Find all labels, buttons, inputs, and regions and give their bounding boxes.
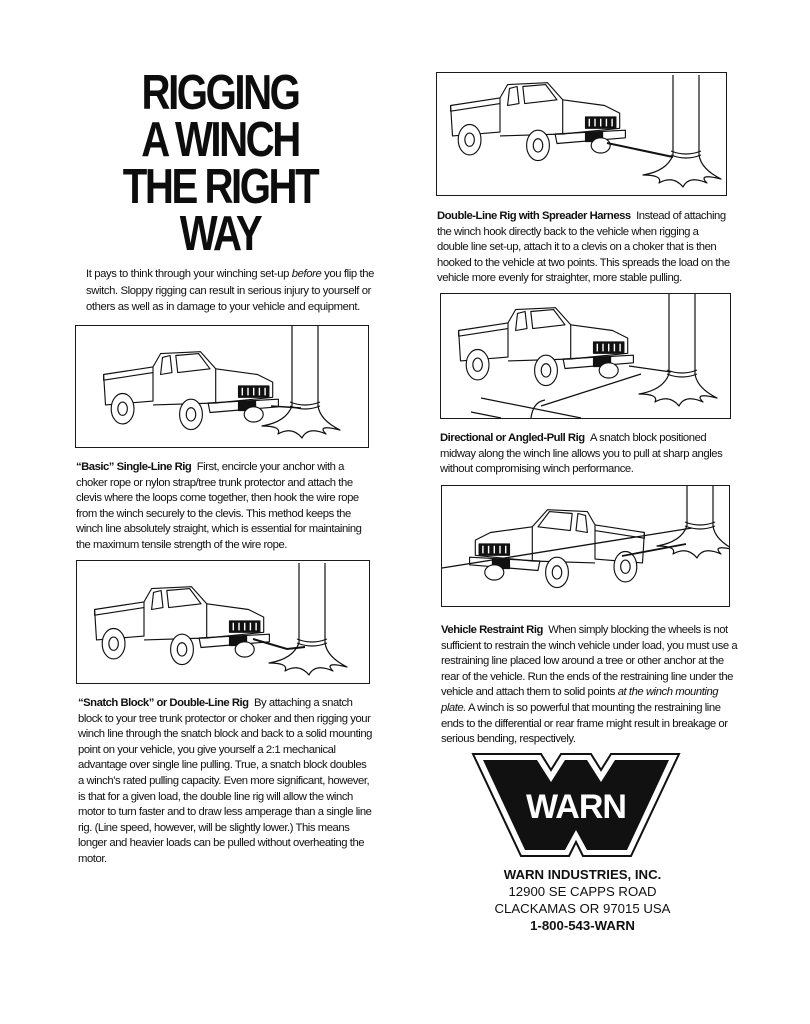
company-city: CLACKAMAS OR 97015 USA xyxy=(494,901,671,916)
headline-line-3: THE RIGHT xyxy=(122,160,318,214)
intro-text-italic: before xyxy=(291,268,322,280)
illustration-snatch-block-rig xyxy=(76,560,370,684)
section-body-2: A winch is so powerful that mounting the restraining line ends to the differential or rear frame might result in breakage or serious bending, respectively. xyxy=(441,701,728,746)
intro-text-1: It pays to think through your winching set-up xyxy=(86,268,292,280)
headline-line-1: RIGGING xyxy=(141,66,299,120)
company-street: 12900 SE CAPPS ROAD xyxy=(508,884,657,899)
section-snatch-block-rig xyxy=(78,696,373,868)
section-body: When simply blocking the wheels is not sufficient to restrain the winch vehicle under load, you must use a restraining line placed low around a tree or other anchor at the rear of the vehicle. Run the ends of the restraining line under the vehicle and attach them to solid points xyxy=(441,624,738,699)
truck-tree-drawing-icon xyxy=(441,294,730,418)
section-spreader-harness-rig xyxy=(437,209,732,287)
headline-line-4: WAY xyxy=(179,207,261,261)
company-phone: 1-800-543-WARN xyxy=(530,918,635,933)
section-body-italic: at the winch mounting plate. xyxy=(441,686,719,714)
company-info xyxy=(470,866,695,934)
section-title: Vehicle Restraint Rig xyxy=(441,624,543,636)
truck-tree-drawing-icon xyxy=(76,326,368,447)
truck-tree-drawing-icon xyxy=(77,561,369,683)
section-title: “Basic” Single-Line Rig xyxy=(76,461,192,473)
page-headline xyxy=(122,66,319,261)
illustration-basic-single-line-rig xyxy=(75,325,369,448)
section-angled-pull-rig xyxy=(440,431,735,478)
section-title: Double-Line Rig with Spreader Harness xyxy=(437,210,631,222)
section-title: Directional or Angled-Pull Rig xyxy=(440,432,585,444)
section-body: Instead of attaching the winch hook directly back to the vehicle when rigging a double line set-up, attach it to a clevis on a choker that is then hooked to the vehicle at two points. This spreads the load on the vehicle more evenly for straighter, more stable pulling. xyxy=(437,210,730,285)
warn-logo xyxy=(471,750,681,860)
section-body: A snatch block positioned midway along the winch line allows you to pull at sharp angles without compromising winch performance. xyxy=(440,432,723,476)
section-body: By attaching a snatch block to your tree trunk protector or choker and then rigging your winch line through the snatch block and back to a solid mounting point on your vehicle, you give yourself a 2:1 mechanical advantage over single line pulling. True, a snatch block doubles a winch’s rated pulling capacity. Even more significant, however, is that for a given load, the double line rig will allow the winch motor to turn faster and to draw less amperage than a single line rig. (Line speed, however, will be slightly lower.) This means longer and heavier loads can be pulled without overheating the motor. xyxy=(78,697,372,865)
company-name: WARN INDUSTRIES, INC. xyxy=(503,867,662,882)
headline-line-2: A WINCH xyxy=(141,113,299,167)
section-title: “Snatch Block” or Double-Line Rig xyxy=(78,697,249,709)
intro-text-2: you flip the switch. Sloppy rigging can result in serious injury to yourself or others as well as in damage to your vehicle and equipment. xyxy=(86,268,374,313)
illustration-vehicle-restraint-rig xyxy=(441,485,730,607)
intro-paragraph xyxy=(86,266,376,316)
truck-tree-drawing-icon xyxy=(437,73,726,195)
section-basic-single-line-rig xyxy=(76,460,371,554)
illustration-angled-pull-rig xyxy=(440,293,731,419)
illustration-spreader-harness-rig xyxy=(436,72,727,196)
logo-brand-text: WARN xyxy=(526,788,626,826)
warn-logo-icon xyxy=(471,750,681,860)
section-body: First, encircle your anchor with a choker rope or nylon strap/tree trunk protector and attach the clevis where the loops come together, then hook the wire rope from the winch securely to the clevis. This method keeps the winch line absolutely straight, which is essential for maintaining the maximum tensile strength of the wire rope. xyxy=(76,461,362,551)
truck-tree-drawing-icon xyxy=(442,486,729,606)
section-vehicle-restraint-rig xyxy=(441,623,741,748)
